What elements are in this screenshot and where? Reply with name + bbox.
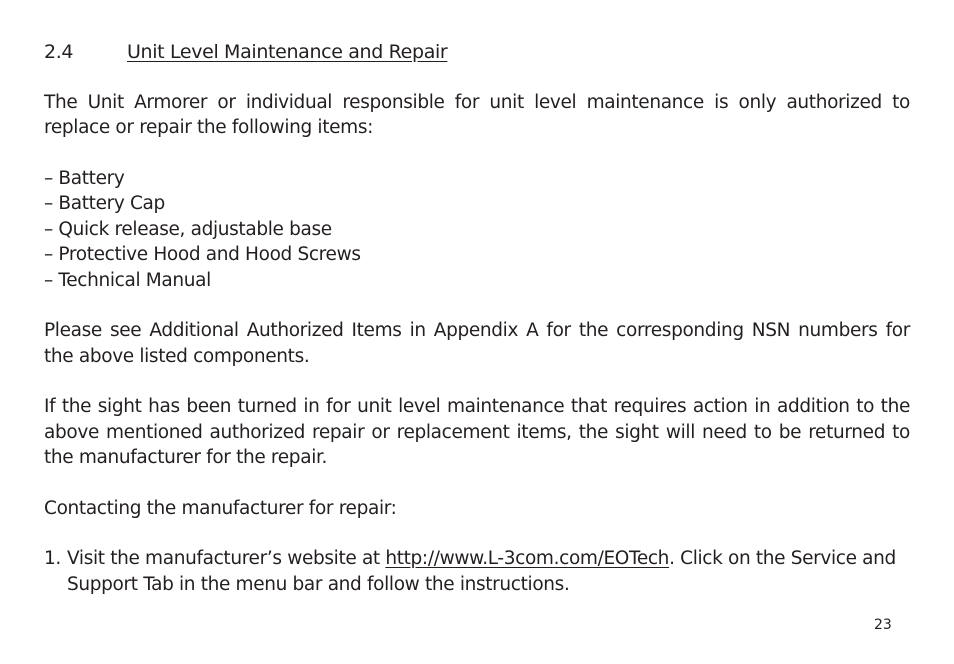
list-item: – Quick release, adjustable base [44,218,332,240]
manufacturer-website-link[interactable]: http://www.L-3com.com/EOTech [385,548,670,569]
section-heading [44,40,910,66]
nsn-paragraph: Please see Additional Authorized Items in Appendix A for the corresponding NSN numbers for the above listed components. [44,320,910,367]
section-number: 2.4 [44,41,74,63]
section-title: Unit Level Maintenance and Repair [127,41,448,63]
intro-paragraph: The Unit Armorer or individual responsible for unit level maintenance is only authorized to replace or repair the following items: [44,91,910,138]
list-item: – Technical Manual [44,269,211,291]
step-item [44,546,910,597]
page-number: 23 [874,617,892,633]
authorized-items-list [44,166,910,294]
contact-heading: Contacting the manufacturer for repair: [44,497,397,519]
list-item: – Battery [44,167,125,189]
step-text-after: . Click on the Service and Support Tab in the menu bar and follow the instructions. [67,548,896,595]
step-number: 1. [44,548,61,569]
document-page [44,40,910,597]
step-text-before: Visit the manufacturer’s website at [67,548,386,569]
list-item: – Battery Cap [44,193,165,214]
contact-steps [44,546,910,597]
step-text [67,546,910,597]
return-paragraph: If the sight has been turned in for unit level maintenance that requires action in addition to the above mentioned authorized repair or replacement items, the sight will need to be returned to the manufacturer for the repair. [44,396,910,468]
list-item: – Protective Hood and Hood Screws [44,244,361,265]
